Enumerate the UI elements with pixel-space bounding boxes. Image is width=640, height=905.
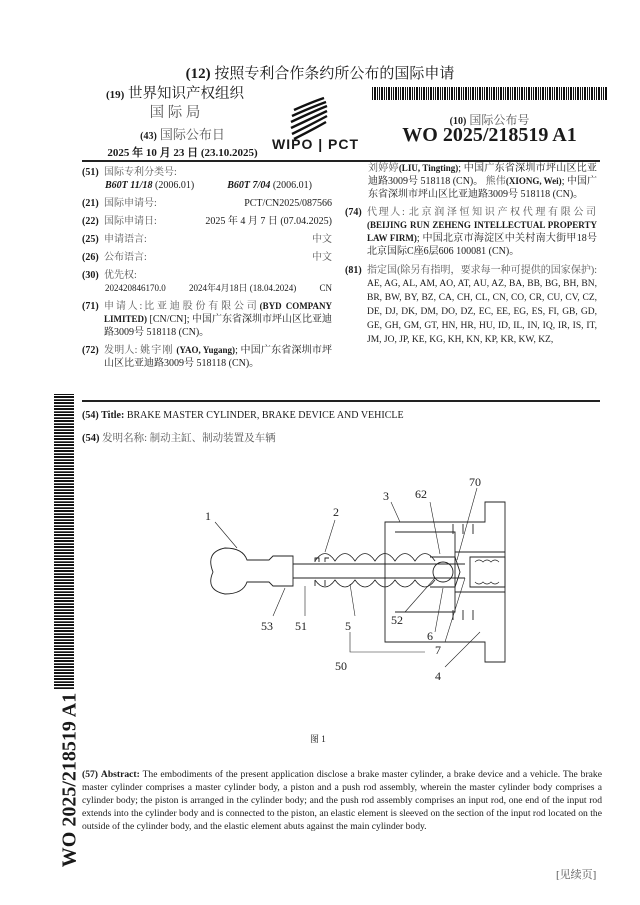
field-publication-language: (26) 公布语言: 中文 [82, 252, 332, 263]
title-chinese: (54) 发明名称: 制动主缸、制动装置及车辆 [82, 433, 276, 444]
field-filing-language: (25) 申请语言: 中文 [82, 234, 332, 245]
org-name: 世界知识产权组织 [127, 86, 244, 102]
field-application-date: (22) 国际申请日: 2025 年 4 月 7 日 (07.04.2025) [82, 216, 332, 227]
organization-block: (19) 世界知识产权组织 国 际 局 [90, 85, 260, 122]
field-inventors: (72) 发明人: 姚宇刚 (YAO, Yugang); 中国广东省深圳市坪山区比亚迪路3009号 518118 (CN)。 [82, 345, 333, 369]
field-priority: (30) 优先权: 202420846170.0 2024年4月18日 (18.04.2024) CN [82, 270, 332, 293]
figure-1-drawing [195, 462, 525, 732]
title-divider [82, 400, 600, 402]
figure-caption: 图 1 [310, 734, 326, 744]
left-bibliographic-column [82, 166, 332, 370]
field-agent: (74) 代理人: 北京润泽恒知识产权代理有限公司(BEIJING RUN ZEHENG INTELLECTUAL PROPERTY LAW FIRM); 中国北京市海淀区中关村南大街甲18号北京国际C座6层606 100081 (CN)。 [345, 207, 598, 257]
org-sub: 国 际 局 [149, 105, 201, 121]
publication-number: WO 2025/218519 A1 [402, 124, 577, 146]
abstract: (57) Abstract: The embodiments of the present application disclose a brake master cylinder, a brake device and a vehicle. The brake master cylinder comprises a master cylinder body, a piston and a push rod assembly, wherein the master cylinder body comprises a cylinder body; the piston is arranged in the cylinder body; and the push rod assembly comprises an input rod, one end of the input rod extends into the cylinder body and is connected to the piston, an elastic element is sleeved on the section of the input rod located on the outside of the cylinder body, and the elastic element abuts against the main cylinder body. [82, 769, 602, 832]
barcode-vertical-icon [54, 394, 74, 689]
publication-number-vertical: WO 2025/218519 A1 [58, 692, 81, 868]
barcode-top-icon [372, 87, 607, 100]
figure-label: 53 [261, 619, 273, 633]
publication-number-label: (10) 国际公布号 [449, 113, 530, 127]
field-ipc: (51) 国际专利分类号: B60T 11/18 (2006.01) B60T 7/04 (2006.01) [82, 167, 312, 191]
figure-label: 1 [205, 509, 211, 523]
right-bibliographic-column [345, 162, 597, 347]
figure-label: 50 [335, 659, 347, 673]
figure-label: 51 [295, 619, 307, 633]
figure-label: 62 [415, 487, 427, 501]
figure-label: 3 [383, 489, 389, 503]
continued-on-next-page: [见续页] [556, 869, 597, 881]
publication-date: 2025 年 10 月 23 日 (23.10.2025) [107, 147, 258, 159]
figure-label: 7 [435, 643, 441, 657]
title-english: (54) Title: BRAKE MASTER CYLINDER, BRAKE DEVICE AND VEHICLE [82, 410, 404, 421]
figure-label: 52 [391, 613, 403, 627]
figure-label: 2 [333, 505, 339, 519]
field-designated-states: (81) 指定国(除另有指明，要求每一种可提供的国家保护): AE, AG, AL, AM, AO, AT, AU, AZ, BA, BB, BG, BH, BN, BR, BW, BY, BZ, CA, CH, CL, CN, CO, CR, CU, CV, CZ, DE, DJ, DK, DM, DO, DZ, EC, EE, EG, ES, FI, GB, GD, GE, GH, GM, GT, HN, HR, HU, ID, IL, IN, IQ, IR, IS, IT, JM, JO, JP, KE, KG, KH, KN, KP, KR, KW, KZ, [345, 265, 597, 345]
figure-label: 70 [469, 475, 481, 489]
figure-label: 5 [345, 619, 351, 633]
figure-label: 4 [435, 669, 441, 683]
wipo-pct-logo-text: WIPO | PCT [272, 136, 360, 152]
field-inventors-continued: 刘婷婷(LIU, Tingting); 中国广东省深圳市坪山区比亚迪路3009号 518118 (CN)。 熊伟(XIONG, Wei); 中国广东省深圳市坪山区比亚迪路3009号 518118 (CN)。 [368, 163, 598, 200]
document-type-heading: (12) 按照专利合作条约所公布的国际申请 [185, 66, 455, 82]
publication-date-block: (43) 国际公布日 2025 年 10 月 23 日 (23.10.2025) [90, 127, 275, 161]
figure-label: 6 [427, 629, 433, 643]
field-applicant: (71) 申请人:比亚迪股份有限公司(BYD COMPANY LIMITED) [CN/CN]; 中国广东省深圳市坪山区比亚迪路3009号 518118 (CN)。 [82, 301, 333, 338]
field-application-number: (21) 国际申请号: PCT/CN2025/087566 [82, 198, 332, 209]
